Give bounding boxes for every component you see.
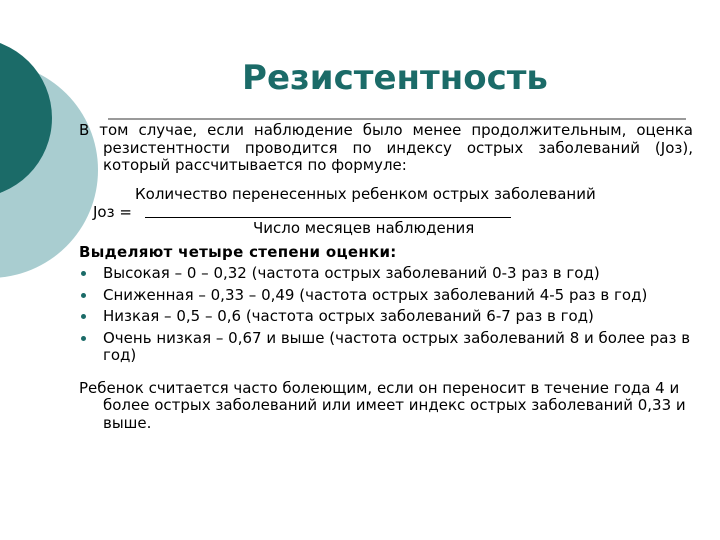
list-item <box>79 330 693 365</box>
degrees-list <box>79 265 693 365</box>
degree-text: Очень низкая – 0,67 и выше (частота острых заболеваний 8 и более раз в год) <box>103 328 691 364</box>
bullet-icon <box>81 336 86 341</box>
degree-text: Низкая – 0,5 – 0,6 (частота острых заболеваний 6-7 раз в год) <box>103 307 594 325</box>
intro-paragraph: В том случае, если наблюдение было менее продолжительным, оценка резистентности проводится по индексу острых заболеваний (Jоз), который рассчитывается по формуле: <box>79 121 693 174</box>
degree-text: Высокая – 0 – 0,32 (частота острых заболеваний 0-3 раз в год) <box>103 264 600 282</box>
list-item <box>79 265 693 283</box>
bullet-icon <box>81 293 86 298</box>
slide-title: Резистентность <box>242 58 548 98</box>
formula-numerator: Количество перенесенных ребенком острых заболеваний <box>135 184 596 203</box>
formula-block <box>79 186 693 238</box>
formula-denominator: Число месяцев наблюдения <box>253 218 475 237</box>
degrees-heading: Выделяют четыре степени оценки: <box>79 242 397 261</box>
list-item <box>79 308 693 326</box>
formula-lhs: Jоз = <box>93 202 132 221</box>
degree-text: Сниженная – 0,33 – 0,49 (частота острых заболеваний 4-5 раз в год) <box>103 285 648 304</box>
fraction-bar <box>145 217 511 218</box>
title-underline <box>108 118 686 120</box>
bullet-icon <box>81 271 86 276</box>
bullet-icon <box>81 314 86 319</box>
list-item <box>79 287 693 305</box>
closing-paragraph: Ребенок считается часто болеющим, если он переносит в течение года 4 и более острых заболеваний или имеет индекс острых заболеваний 0,33 и выше. <box>79 378 686 432</box>
slide-content <box>79 122 693 432</box>
